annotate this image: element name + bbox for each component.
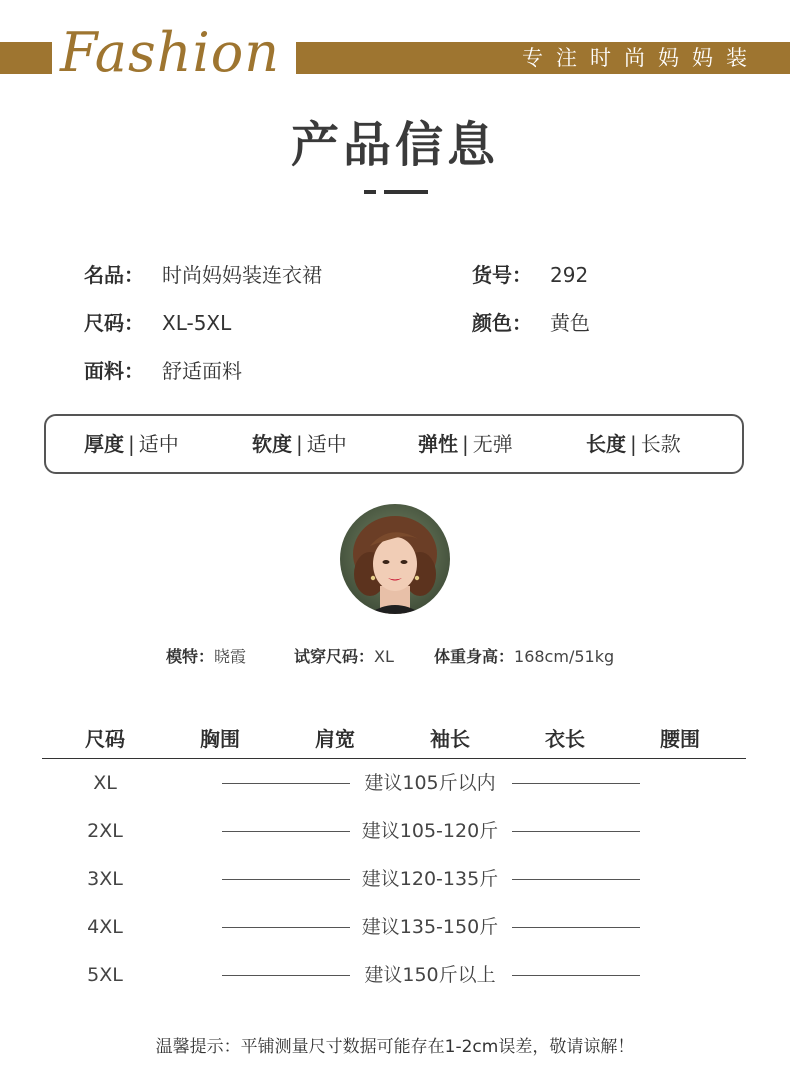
table-row-dash-left <box>222 831 350 832</box>
model-body-label: 体重身高： <box>434 647 515 666</box>
property-value: 适中 <box>306 432 347 456</box>
info-name-value: 时尚妈妈装连衣裙 <box>162 263 322 287</box>
info-color-value: 黄色 <box>550 311 590 335</box>
table-header-divider <box>42 758 746 759</box>
table-row-dash-left <box>222 927 350 928</box>
model-name-label: 模特： <box>166 647 215 666</box>
info-fabric-label: 面料： <box>84 359 144 383</box>
table-header-shoulder: 肩宽 <box>315 727 355 751</box>
table-header-size: 尺码 <box>85 727 125 751</box>
model-size-label: 试穿尺码： <box>294 647 375 666</box>
table-row-size: 5XL <box>87 964 123 986</box>
model-name-value: 晓霞 <box>214 647 247 666</box>
property-label: 长度 <box>586 432 626 456</box>
info-name-label: 名品： <box>84 263 144 287</box>
property-thickness: 厚度 | 适中 <box>84 432 179 456</box>
info-fabric-value: 舒适面料 <box>162 359 242 383</box>
table-row-dash-left <box>222 783 350 784</box>
model-size-value: XL <box>374 647 394 666</box>
property-softness: 软度 | 适中 <box>252 432 347 456</box>
info-sku-value: 292 <box>550 263 589 287</box>
table-row-size: 2XL <box>87 820 123 842</box>
property-elasticity: 弹性 | 无弹 <box>418 432 513 456</box>
table-row-size: XL <box>93 772 117 794</box>
info-size-label: 尺码： <box>84 311 144 335</box>
table-row-dash-left <box>222 879 350 880</box>
table-row-dash-right <box>512 927 640 928</box>
table-header-waist: 腰围 <box>660 727 700 751</box>
table-header-sleeve: 袖长 <box>430 727 470 751</box>
model-portrait-icon <box>340 504 450 614</box>
table-row-recommend: 建议105-120斤 <box>361 820 499 842</box>
table-row-dash-left <box>222 975 350 976</box>
model-body-stats <box>434 644 614 670</box>
brand-logo-text: Fashion <box>60 21 281 84</box>
table-row-recommend: 建议120-135斤 <box>361 868 499 890</box>
property-label: 软度 <box>252 432 292 456</box>
table-row-dash-right <box>512 783 640 784</box>
table-header-bust: 胸围 <box>200 727 240 751</box>
table-row-size: 3XL <box>87 868 123 890</box>
model-avatar <box>340 504 450 614</box>
model-name <box>166 644 246 670</box>
model-trial-size <box>294 644 394 670</box>
info-color-label: 颜色： <box>472 311 532 335</box>
info-sku-label: 货号： <box>472 263 532 287</box>
title-divider-short <box>364 190 376 194</box>
property-value: 适中 <box>138 432 179 456</box>
property-label: 厚度 <box>84 432 124 456</box>
table-header-length: 衣长 <box>545 727 585 751</box>
table-row-dash-right <box>512 975 640 976</box>
table-row-dash-right <box>512 879 640 880</box>
table-row-recommend: 建议135-150斤 <box>361 916 499 938</box>
model-body-value: 168cm/51kg <box>514 647 615 666</box>
table-row-size: 4XL <box>87 916 123 938</box>
table-row-recommend: 建议105斤以内 <box>364 772 496 794</box>
page-title: 产品信息 <box>290 117 499 173</box>
banner-bar-left <box>0 42 52 74</box>
table-row-dash-right <box>512 831 640 832</box>
property-length: 长度 | 长款 <box>586 432 681 456</box>
footer-note: 温馨提示：平铺测量尺寸数据可能存在1-2cm误差，敬请谅解！ <box>155 1037 635 1057</box>
property-value: 长款 <box>640 432 681 456</box>
table-row-recommend: 建议150斤以上 <box>364 964 496 986</box>
banner-slogan: 专注时尚妈妈装 <box>522 46 760 70</box>
property-value: 无弹 <box>472 432 513 456</box>
info-size-value: XL-5XL <box>162 311 232 335</box>
title-divider-long <box>384 190 428 194</box>
property-label: 弹性 <box>418 432 458 456</box>
